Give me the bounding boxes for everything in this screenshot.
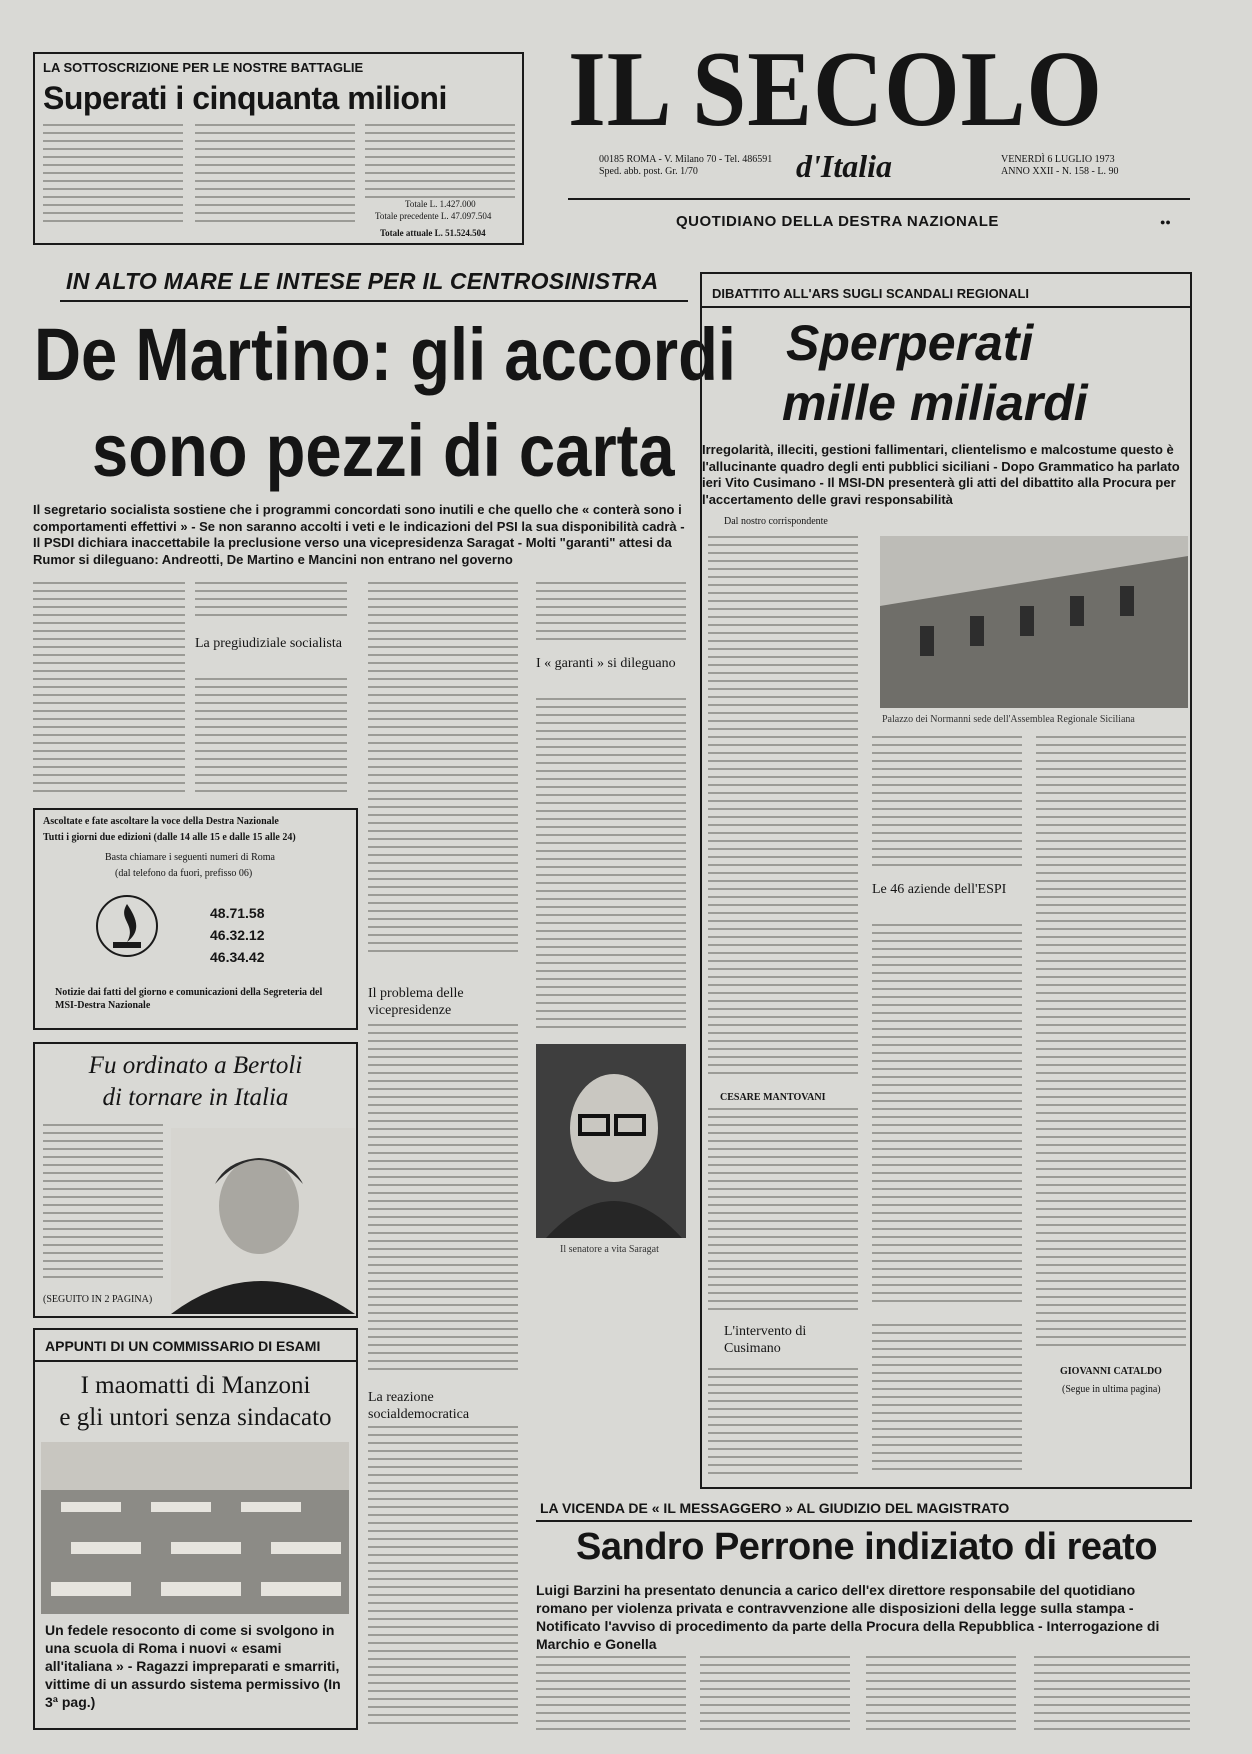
- bertoli-headline-1: Fu ordinato a Bertoli: [88, 1052, 303, 1079]
- ars-author-2: GIOVANNI CATALDO: [1060, 1366, 1162, 1377]
- lead-body-col3: [368, 1426, 518, 1734]
- radio-footer: Notizie dai fatti del giorno e comunicazioni della Segreteria del MSI-Destra Nazionale: [55, 987, 323, 1011]
- subscription-body: [43, 124, 183, 228]
- lead-subhead-2: I « garanti » si dileguano: [536, 656, 676, 671]
- ars-body-col1b: [708, 1108, 858, 1320]
- subscription-kicker: LA SOTTOSCRIZIONE PER LE NOSTRE BATTAGLIE: [43, 60, 364, 75]
- exams-photo: [41, 1442, 349, 1614]
- perrone-body-col1: [536, 1656, 686, 1736]
- lead-subhead-3: Il problema delle vicepresidenze: [368, 986, 464, 1018]
- bertoli-photo: [171, 1128, 355, 1314]
- classroom-photo-icon: [41, 1442, 349, 1614]
- masthead-address-1: 00185 ROMA - V. Milano 70 - Tel. 486591: [599, 154, 773, 165]
- portrait-icon: [536, 1044, 686, 1238]
- subscription-headline: Superati i cinquanta milioni: [43, 80, 447, 116]
- lead-subhead-4: La reazione socialdemocratica: [368, 1390, 470, 1422]
- lead-body-col3: [368, 1024, 518, 1376]
- radio-number-3: 46.34.42: [210, 949, 265, 965]
- bertoli-headline-2: di tornare in Italia: [102, 1084, 289, 1111]
- subscription-body: [365, 124, 515, 200]
- ars-continued: (Segue in ultima pagina): [1062, 1384, 1161, 1395]
- perrone-kicker: LA VICENDA DE « IL MESSAGGERO » AL GIUDIZIO DEL MAGISTRATO: [540, 1500, 1010, 1516]
- ars-subhead-1: Le 46 aziende dell'ESPI: [872, 882, 1007, 897]
- saragat-caption: Il senatore a vita Saragat: [560, 1244, 659, 1255]
- masthead-subtitle: d'Italia: [796, 148, 893, 184]
- subscription-total-previous: Totale precedente L. 47.097.504: [375, 211, 492, 221]
- lead-headline-line2: sono pezzi di carta: [92, 409, 675, 492]
- lead-kicker: IN ALTO MARE LE INTESE PER IL CENTROSINISTRA: [66, 268, 659, 294]
- masthead-title: IL SECOLO: [568, 30, 1103, 149]
- ars-headline-1: Sperperati: [786, 315, 1034, 371]
- lead-subhead-1: La pregiudiziale socialista: [195, 636, 342, 651]
- subscription-grand-total: Totale attuale L. 51.524.504: [380, 228, 486, 238]
- ars-kicker-rule: [702, 306, 1190, 308]
- exams-headline-1: I maomatti di Manzoni: [80, 1372, 311, 1399]
- lead-deck: Il segretario socialista sostiene che i programmi concordati sono inutili e che quello che « conterà sono i comportamenti effettivi » - Se non saranno accolti i veti e le indicazioni del PSI la sua disponibilità cadrà - Il PSDI dichiara inaccettabile la preclusione verso una vicepresidenza Saragat - Molti "garanti" attesi da Rumor si dileguano: Andreotti, De Martino e Mancini non entrano nel governo: [33, 502, 685, 567]
- subscription-total-today: Totale L. 1.427.000: [405, 199, 476, 209]
- ars-deck: Irregolarità, illeciti, gestioni fallimentari, clientelismo e malcostume questo è l'allucinante quadro degli enti pubblici siciliani - Dopo Grammatico ha parlato ieri Vito Cusimano - Il MSI-DN presenterà gli atti del dibattito alla Procura per l'accertamento delle gravi responsabilità: [702, 442, 1180, 507]
- subscription-body: [195, 124, 355, 228]
- ars-photo: [880, 536, 1188, 708]
- masthead-rule: [568, 198, 1190, 200]
- exams-kicker: APPUNTI DI UN COMMISSARIO DI ESAMI: [45, 1338, 321, 1354]
- perrone-rule: [536, 1520, 1192, 1522]
- ars-body-col2: [872, 924, 1022, 1312]
- exams-box: [33, 1328, 358, 1730]
- bertoli-continued: (SEGUITO IN 2 PAGINA): [43, 1294, 153, 1305]
- perrone-body-col4: [1034, 1656, 1190, 1736]
- ars-photo-caption: Palazzo dei Normanni sede dell'Assemblea Regionale Siciliana: [882, 714, 1135, 725]
- portrait-icon: [171, 1128, 355, 1314]
- lead-body-col2: [195, 678, 347, 796]
- radio-line2: Tutti i giorni due edizioni (dalle 14 alle 15 e dalle 15 alle 24): [43, 832, 296, 843]
- lead-body-col1: [33, 582, 185, 796]
- radio-number-2: 46.32.12: [210, 927, 265, 943]
- ars-body-col1c: [872, 1324, 1022, 1478]
- perrone-headline: Sandro Perrone indiziato di reato: [576, 1526, 1158, 1568]
- ars-headline-2: mille miliardi: [782, 375, 1088, 431]
- radio-line1: Ascoltate e fate ascoltare la voce della Destra Nazionale: [43, 816, 279, 827]
- lead-body-col2: [195, 582, 347, 626]
- subscription-box: [33, 52, 524, 245]
- exams-rule: [35, 1360, 356, 1362]
- masthead-issue: ANNO XXII - N. 158 - L. 90: [1001, 166, 1119, 177]
- msi-flame-logo-icon: [95, 894, 159, 958]
- lead-kicker-rule: [60, 300, 688, 302]
- lead-headline-line1: De Martino: gli accordi: [34, 313, 736, 396]
- lead-body-col3: [368, 582, 518, 962]
- ars-body-col1: [708, 536, 858, 1084]
- perrone-body-col3: [866, 1656, 1016, 1736]
- ars-box: [700, 272, 1192, 1489]
- ars-dateline: Dal nostro corrispondente: [724, 516, 828, 527]
- perrone-body-col2: [700, 1656, 850, 1736]
- ars-subhead-2: L'intervento di Cusimano: [724, 1324, 807, 1356]
- ars-body-col1d: [708, 1368, 858, 1478]
- masthead-tagline: QUOTIDIANO DELLA DESTRA NAZIONALE: [676, 213, 999, 230]
- radio-box: [33, 808, 358, 1030]
- radio-number-1: 48.71.58: [210, 905, 265, 921]
- tagline-marker: ●●: [1160, 217, 1171, 227]
- lead-body-col4: [536, 698, 686, 1034]
- radio-line4: (dal telefono da fuori, prefisso 06): [115, 868, 253, 879]
- ars-kicker: DIBATTITO ALL'ARS SUGLI SCANDALI REGIONALI: [712, 286, 1030, 301]
- saragat-photo: [536, 1044, 686, 1238]
- radio-line3: Basta chiamare i seguenti numeri di Roma: [105, 852, 275, 863]
- ars-body-col3: [1036, 736, 1186, 1356]
- ars-body-col2: [872, 736, 1022, 872]
- masthead-address-2: Sped. abb. post. Gr. 1/70: [599, 166, 698, 177]
- exams-deck: Un fedele resoconto di come si svolgono in una scuola di Roma i nuovi « esami all'italiana » - Ragazzi impreparati e smarriti, vittime di un assurdo sistema permissivo (In 3ª pag.): [45, 1622, 341, 1710]
- bertoli-box: [33, 1042, 358, 1318]
- palazzo-photo-icon: [880, 536, 1188, 708]
- masthead-date: VENERDÌ 6 LUGLIO 1973: [1001, 154, 1115, 165]
- perrone-deck: Luigi Barzini ha presentato denuncia a carico dell'ex direttore responsabile del quotidiano romano per violenza privata e contravvenzione alle disposizioni della legge sulla stampa - Notificato l'avviso di procedimento da parte della Procura della Repubblica - Interrogazione di Marchio e Gonella: [536, 1582, 1160, 1652]
- exams-headline-2: e gli untori senza sindacato: [59, 1404, 332, 1431]
- bertoli-body: [43, 1124, 163, 1282]
- lead-body-col4: [536, 582, 686, 646]
- ars-author: CESARE MANTOVANI: [720, 1092, 826, 1103]
